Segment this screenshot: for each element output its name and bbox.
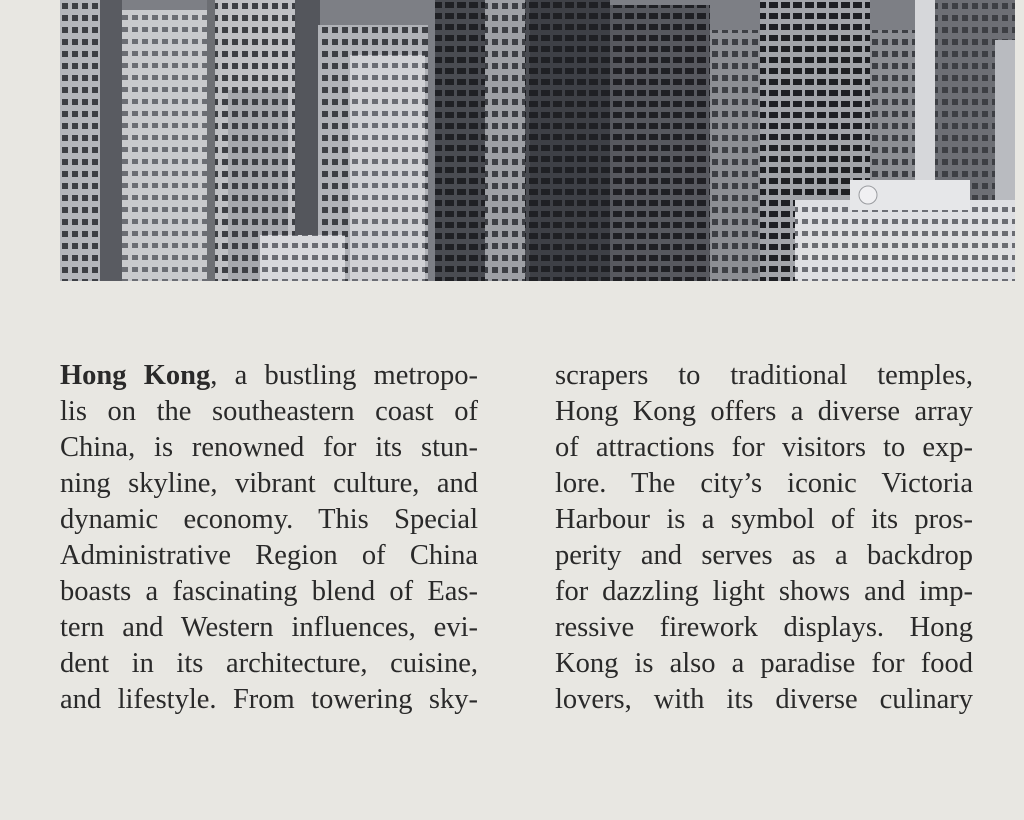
article-column-right: [555, 358, 973, 718]
text-line: dent in its architecture, cuisine,: [60, 648, 478, 679]
text-line: boasts a fascinating blend of Eas-: [60, 576, 478, 607]
text-line: perity and serves as a backdrop: [555, 540, 973, 571]
text-line: dynamic economy. This Special: [60, 504, 478, 535]
text-line: Kong is also a paradise for food: [555, 648, 973, 679]
text-line: scrapers to traditional temples,: [555, 360, 973, 391]
text-line: Hong Kong, a bustling metropo-: [60, 360, 478, 391]
text-line: China, is renowned for its stun-: [60, 432, 478, 463]
lead-term: Hong Kong: [60, 360, 211, 391]
text-line: ressive firework displays. Hong: [555, 612, 973, 643]
text-line: Hong Kong offers a diverse array: [555, 396, 973, 427]
text-line: and lifestyle. From towering sky-: [60, 684, 478, 715]
article-column-left: [60, 358, 478, 718]
skyline-photo: [60, 0, 1015, 281]
text-line: of attractions for visitors to exp-: [555, 432, 973, 463]
text-line: lovers, with its diverse culinary: [555, 684, 973, 715]
text-line: for dazzling light shows and imp-: [555, 576, 973, 607]
text-line: lis on the southeastern coast of: [60, 396, 478, 427]
text-line: ning skyline, vibrant culture, and: [60, 468, 478, 499]
text-line: tern and Western influences, evi-: [60, 612, 478, 643]
text-line: Administrative Region of China: [60, 540, 478, 571]
text-line: lore. The city’s iconic Victoria: [555, 468, 973, 499]
text-line: Harbour is a symbol of its pros-: [555, 504, 973, 535]
